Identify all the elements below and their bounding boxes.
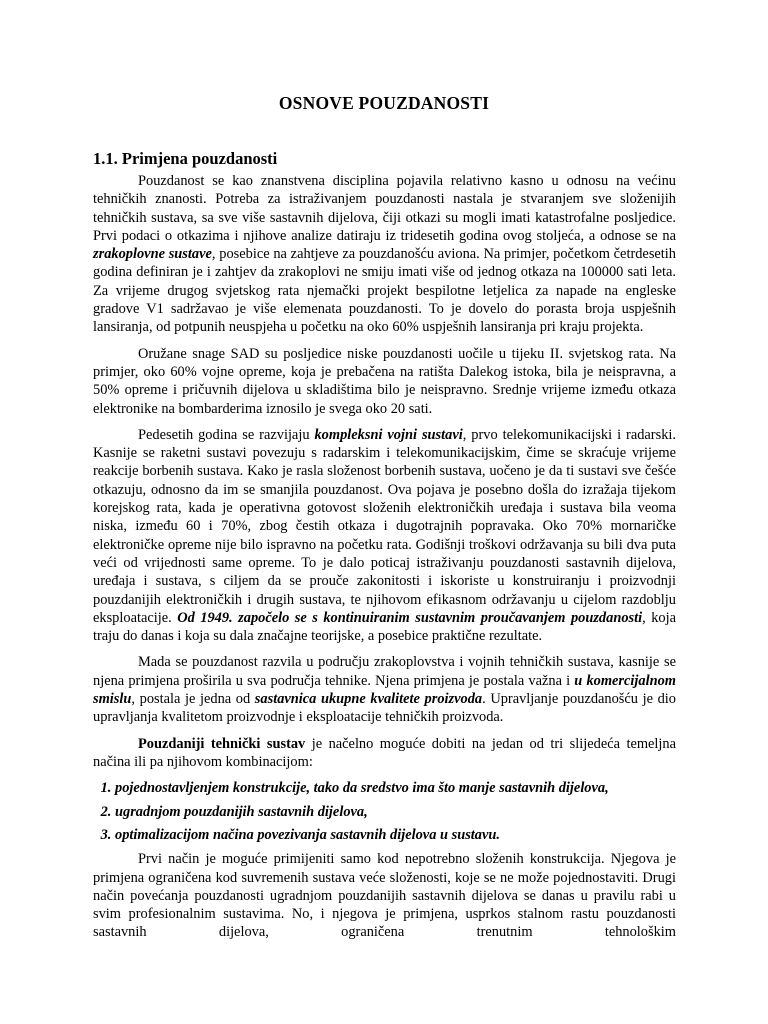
paragraph-3 [93, 426, 676, 646]
paragraph-2: Oružane snage SAD su posljedice niske pouzdanosti uočile u tijeku II. svjetskog rata. Na primjer, oko 60% vojne opreme, koja je prebačena na ratišta Dalekog istoka, bila je neispravna, a 50% opreme i pričuvnih dijelova u skladištima bilo je neispravno. Srednje vrijeme između otkaza elektronike na bombarderima iznosilo je svega oko 20 sati. [93, 345, 676, 417]
emphasis: kompleksni vojni sustavi [314, 426, 463, 443]
emphasis: Od 1949. započelo se s kontinuiranim sustavnim proučavanjem pouzdanosti [177, 609, 643, 626]
bold-term: Pouzdaniji tehnički sustav [138, 735, 306, 752]
paragraph-text: Pouzdanost se kao znanstvena disciplina pojavila relativno kasno u odnosu na većinu tehničkih znanosti. Potreba za istraživanjem pouzdanosti nastala je stvaranjem sve složenijih tehničkih sustava, sa sve više sastavnih dijelova, čiji otkazi su mogli imati katastrofalne posljedice. Prvi podaci o otkazima i njihove analize datiraju iz tridesetih godina ovog stoljeća, a odnose se na [93, 173, 676, 244]
paragraph-5 [93, 735, 676, 772]
paragraph-text: je načelno moguće dobiti na jedan od tri slijedeća temeljna načina ili pa njihovom kombinacijom: [93, 735, 676, 770]
paragraph-text: , prvo telekomunikacijski i radarski. Kasnije se raketni sustavi povezuju s radarskim i telekomunikacijskim, čime se skraćuje vrijeme reakcije borbenih sustava. Kako je rasla složenost borbenih sustava, uočeno je da ti sustavi sve češće otkazuju, odnosno da im se smanjila pouzdanost. Ova pojava je posebno došla do izražaja tijekom korejskog rata, kada je operativna gotovost složenih elektroničkih uređaja i sustava bila veoma niska, između 60 i 70%, zbog čestih otkaza i dugotrajnih popravaka. Oko 70% mornaričke elektroničke opreme nije bilo ispravno na početku rata. Godišnji troškovi održavanja su bili dva puta veći od vrijednosti same opreme. To je dalo poticaj istraživanju pouzdanosti sastavnih dijelova, uređaja i sustava, s ciljem da se prouče zakonitosti i iskoriste u konstruiranju i proizvodnji pouzdanijih elektroničkih i drugih sustava, te njihovom efikasnom održavanju u cijelom razdoblju eksploatacije. [93, 426, 676, 626]
paragraph-text: , posebice na zahtjeve za pouzdanošću aviona. Na primjer, početkom četrdesetih godina definiran je i zahtjev da zrakoplovi ne smiju imati više od jednog otkaza na 100000 sati leta. Za vrijeme drugog svjetskog rata njemački projekt bespilotne letjelica za napade na engleske gradove V1 sadržavao je više elemenata pouzdanosti. To je dovelo do porasta broja uspješnih lansiranja, od potpunih neuspjeha u početku na oko 60% uspješnih lansiranja pri kraju projekta. [93, 246, 676, 336]
paragraph-text: Mada se pouzdanost razvila u području zrakoplovstva i vojnih tehničkih sustava, kasnije se njena primjena proširila u sva područja tehnike. Njena primjena je postala važna i [93, 654, 676, 689]
section-heading: 1.1. Primjena pouzdanosti [93, 149, 278, 168]
emphasis: zrakoplovne sustave [93, 246, 212, 263]
emphasis: sastavnica ukupne kvalitete proizvoda [254, 691, 483, 708]
paragraph-4 [93, 653, 676, 726]
paragraph-text: , postala je jedna od [131, 691, 255, 708]
paragraph-6: Prvi način je moguće primijeniti samo kod nepotrebno složenih konstrukcija. Njegova je primjena ograničena kod suvremenih sustava veće složenosti, koje se ne može pojednostaviti. Drugi način povećanja pouzdanosti ugradnjom pouzdanijih sastavnih dijelova se danas u pravilu rabi u svim profesionalnim sustavima. No, i njegova je primjena, usprkos stalnom rastu pouzdanosti sastavnih dijelova, ograničena trenutnim tehnološkim [93, 851, 676, 941]
paragraph-1 [93, 172, 676, 337]
list-item: 1. pojednostavljenjem konstrukcije, tako da sredstvo ima što manje sastavnih dijelova, [115, 779, 676, 797]
paragraph-text: . Upravljanje pouzdanošću je dio upravljanja kvalitetom proizvodnje i eksploatacije tehničkih proizvoda. [93, 691, 677, 726]
document-title: OSNOVE POUZDANOSTI [278, 93, 490, 113]
list-item: 2. ugradnjom pouzdanijih sastavnih dijelova, [115, 803, 676, 821]
paragraph-text: , koja traju do danas i koja su dala značajne teorijske, a posebice praktične rezultate. [93, 609, 676, 645]
paragraph-text: Pedesetih godina se razvijaju [138, 426, 315, 443]
emphasis: u komercijalnom smislu [93, 672, 676, 708]
document-body [93, 172, 676, 950]
list-item: 3. optimalizacijom načina povezivanja sastavnih dijelova u sustavu. [115, 826, 676, 844]
methods-list [93, 779, 676, 844]
